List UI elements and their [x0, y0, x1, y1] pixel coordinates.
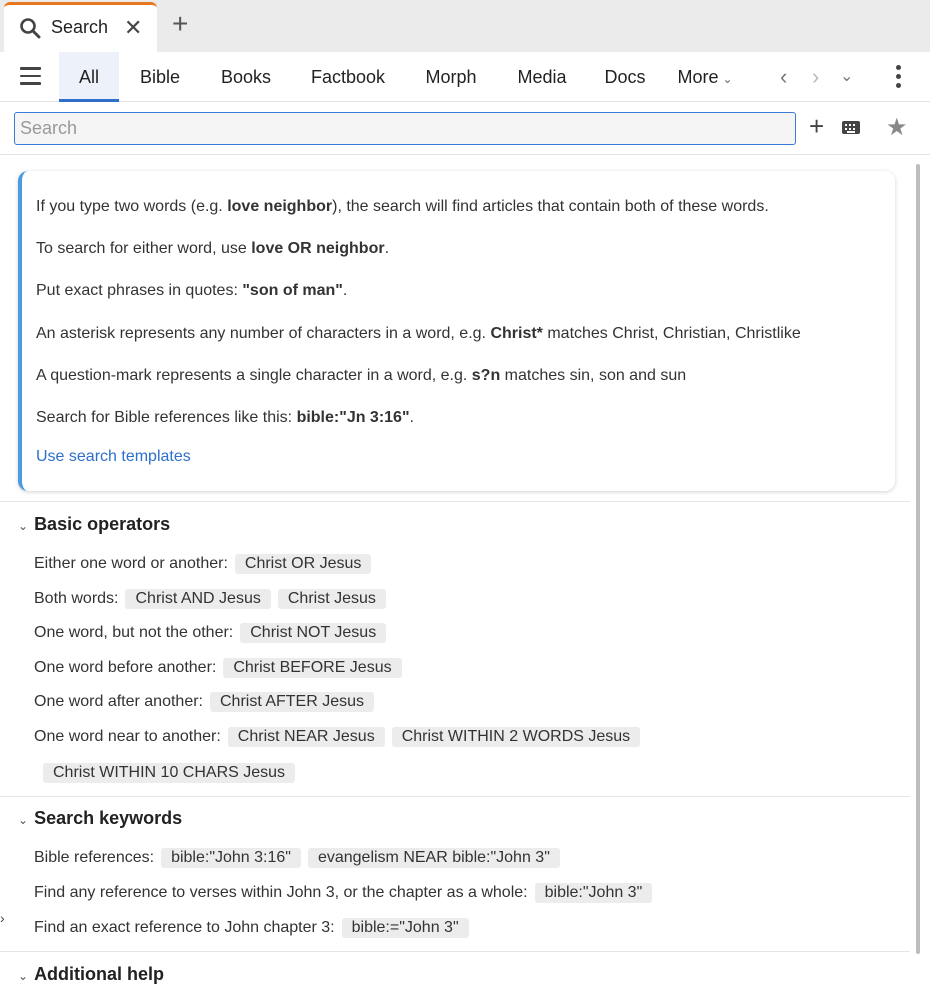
tab-more[interactable]: [670, 52, 740, 102]
example-chip[interactable]: Christ NOT Jesus: [240, 623, 386, 643]
keyword-row: Bible references: bible:"John 3:16" evangelism NEAR bible:"John 3": [34, 848, 560, 868]
tip-line: A question-mark represents a single character in a word, e.g. s?n matches sin, son and sun: [36, 367, 687, 384]
example-chip[interactable]: evangelism NEAR bible:"John 3": [308, 848, 560, 868]
add-icon[interactable]: +: [809, 111, 825, 141]
tip-line: If you type two words (e.g. love neighbor), the search will find articles that contain both of these words.: [36, 198, 769, 215]
tab-bar: [0, 0, 930, 52]
example-chip[interactable]: Christ OR Jesus: [235, 554, 371, 574]
keyword-row: Find any reference to verses within John 3, or the chapter as a whole: bible:"John 3": [34, 883, 652, 903]
example-chip[interactable]: Christ AND Jesus: [125, 589, 270, 609]
new-tab-button[interactable]: +: [172, 8, 189, 39]
divider: [0, 501, 910, 502]
chevron-down-icon: ⌄: [18, 813, 29, 827]
tab-docs[interactable]: Docs: [604, 67, 646, 87]
tab-search[interactable]: [4, 2, 157, 52]
tab-factbook[interactable]: Factbook: [310, 67, 386, 87]
divider: [0, 796, 910, 797]
example-chip[interactable]: bible:"John 3": [535, 883, 653, 903]
operator-row: Both words: Christ AND Jesus Christ Jesus: [34, 589, 386, 609]
chevron-right-icon[interactable]: ›: [812, 64, 820, 89]
tip-line: Search for Bible references like this: bible:"Jn 3:16".: [36, 409, 414, 426]
tab-books[interactable]: Books: [220, 67, 272, 87]
search-tips-card: [18, 171, 895, 491]
example-chip[interactable]: Christ BEFORE Jesus: [223, 658, 401, 678]
tab-title: Search: [51, 17, 109, 37]
help-content: [0, 156, 930, 1005]
tab-all[interactable]: All: [59, 52, 119, 102]
operator-row: One word near to another: Christ NEAR Jesus Christ WITHIN 2 WORDS Jesus: [34, 727, 640, 747]
history-dropdown-icon[interactable]: ⌄: [840, 68, 854, 85]
scrollbar[interactable]: [916, 164, 920, 954]
chevron-left-icon[interactable]: ‹: [780, 64, 788, 89]
additional-help-header[interactable]: ⌄ Additional help: [18, 964, 165, 984]
resource-type-tabs: [0, 52, 930, 102]
keyword-row: Find an exact reference to John chapter 3: bible:="John 3": [34, 918, 469, 938]
tab-bible[interactable]: Bible: [139, 67, 181, 87]
search-icon: [19, 17, 41, 39]
example-chip[interactable]: bible:="John 3": [342, 918, 469, 938]
basic-operators-header[interactable]: ⌄ Basic operators: [18, 514, 171, 534]
example-chip[interactable]: Christ Jesus: [278, 589, 386, 609]
tip-line: [36, 448, 191, 466]
more-label: More: [677, 67, 719, 87]
menu-icon[interactable]: [20, 67, 41, 85]
chevron-down-icon: ⌄: [18, 519, 29, 533]
keyboard-icon[interactable]: [842, 121, 860, 134]
close-icon[interactable]: ✕: [124, 15, 143, 40]
tip-line: To search for either word, use love OR neighbor.: [36, 240, 390, 257]
operator-row: One word before another: Christ BEFORE Jesus: [34, 658, 402, 678]
search-input[interactable]: [14, 112, 796, 145]
search-templates-link[interactable]: Use search templates: [36, 448, 191, 465]
tab-morph[interactable]: Morph: [425, 67, 477, 87]
example-chip[interactable]: Christ NEAR Jesus: [228, 727, 385, 747]
example-chip[interactable]: Christ WITHIN 2 WORDS Jesus: [392, 727, 640, 747]
tip-line: Put exact phrases in quotes: "son of man".: [36, 282, 348, 299]
search-keywords-header[interactable]: ⌄ Search keywords: [18, 808, 183, 828]
more-options-icon[interactable]: [896, 65, 901, 92]
chevron-down-icon: ⌄: [18, 969, 29, 983]
operator-row: Either one word or another: Christ OR Jesus: [34, 554, 371, 574]
operator-row: One word, but not the other: Christ NOT Jesus: [34, 623, 386, 643]
tab-media[interactable]: Media: [517, 67, 567, 87]
star-icon[interactable]: ★: [886, 114, 908, 141]
search-row: [0, 103, 930, 155]
search-panel: [0, 52, 930, 1005]
example-chip[interactable]: Christ WITHIN 10 CHARS Jesus: [43, 763, 295, 783]
operator-row: One word after another: Christ AFTER Jesus: [34, 692, 374, 712]
tip-line: An asterisk represents any number of characters in a word, e.g. Christ* matches Christ, Christian, Christlike: [36, 325, 801, 342]
example-chip[interactable]: Christ AFTER Jesus: [210, 692, 374, 712]
example-chip[interactable]: bible:"John 3:16": [161, 848, 301, 868]
operator-row: [34, 763, 295, 783]
expand-panel-icon[interactable]: ›: [0, 910, 5, 926]
chevron-down-icon: ⌄: [722, 72, 733, 86]
divider: [0, 951, 910, 952]
